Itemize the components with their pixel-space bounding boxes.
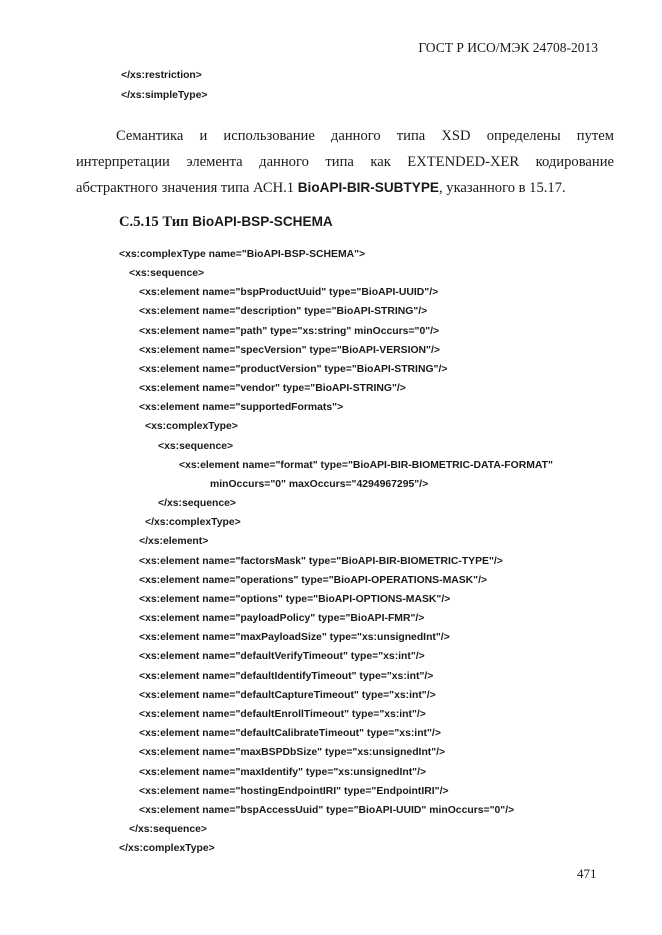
- code-line: <xs:sequence>: [158, 441, 234, 452]
- code-line: <xs:element name="description" type="BioAPI-STRING"/>: [139, 306, 428, 317]
- code-line: <xs:element name="supportedFormats">: [139, 402, 344, 413]
- code-line: </xs:restriction>: [121, 70, 202, 81]
- code-line: </xs:sequence>: [158, 498, 236, 509]
- code-line: <xs:element name="operations" type="BioAPI-OPERATIONS-MASK"/>: [139, 575, 488, 586]
- code-line: <xs:element name="defaultCalibrateTimeout" type="xs:int"/>: [139, 728, 441, 739]
- code-line: <xs:element name="bspAccessUuid" type="BioAPI-UUID" minOccurs="0"/>: [139, 805, 515, 816]
- code-line: <xs:element name="factorsMask" type="BioAPI-BIR-BIOMETRIC-TYPE"/>: [139, 556, 503, 567]
- code-line: <xs:element name="options" type="BioAPI-OPTIONS-MASK"/>: [139, 594, 451, 605]
- code-line: <xs:element name="productVersion" type="BioAPI-STRING"/>: [139, 364, 448, 375]
- code-line: <xs:element name="payloadPolicy" type="BioAPI-FMR"/>: [139, 613, 425, 624]
- type-reference: BioAPI-BIR-SUBTYPE: [297, 180, 439, 195]
- code-line: <xs:element name="maxBSPDbSize" type="xs:unsignedInt"/>: [139, 747, 446, 758]
- code-line: <xs:element name="vendor" type="BioAPI-STRING"/>: [139, 383, 406, 394]
- code-line: <xs:element name="defaultEnrollTimeout" type="xs:int"/>: [139, 709, 426, 720]
- code-line: <xs:element name="specVersion" type="BioAPI-VERSION"/>: [139, 345, 440, 356]
- code-line: <xs:complexType name="BioAPI-BSP-SCHEMA">: [119, 249, 366, 260]
- section-heading: С.5.15 Тип BioAPI-BSP-SCHEMA: [119, 214, 333, 230]
- code-line: <xs:element name="maxPayloadSize" type="xs:unsignedInt"/>: [139, 632, 450, 643]
- code-line: <xs:complexType>: [145, 421, 238, 432]
- code-line: </xs:complexType>: [119, 843, 215, 854]
- code-line: <xs:element name="defaultVerifyTimeout" type="xs:int"/>: [139, 651, 425, 662]
- paragraph-line: Семантика и использование данного типа XSD определены путем: [116, 128, 614, 144]
- code-line: <xs:element name="format" type="BioAPI-BIR-BIOMETRIC-DATA-FORMAT": [179, 460, 553, 471]
- paragraph-line: абстрактного значения типа АСН.1 BioAPI-BIR-SUBTYPE, указанного в 15.17.: [76, 180, 566, 196]
- document-header: ГОСТ Р ИСО/МЭК 24708-2013: [418, 40, 598, 55]
- code-line: <xs:element name="path" type="xs:string" minOccurs="0"/>: [139, 326, 440, 337]
- code-line: </xs:simpleType>: [121, 90, 208, 101]
- code-line: <xs:element name="bspProductUuid" type="BioAPI-UUID"/>: [139, 287, 439, 298]
- code-line: <xs:sequence>: [129, 268, 205, 279]
- code-line: <xs:element name="defaultIdentifyTimeout" type="xs:int"/>: [139, 671, 434, 682]
- paragraph-line: интерпретации элемента данного типа как EXTENDED-XER кодирование: [76, 154, 614, 170]
- body-paragraph: [76, 123, 614, 201]
- code-line: <xs:element name="hostingEndpointIRI" type="EndpointIRI"/>: [139, 786, 449, 797]
- page-number: 471: [577, 866, 597, 881]
- code-line: <xs:element name="maxIdentify" type="xs:unsignedInt"/>: [139, 767, 427, 778]
- code-line: </xs:element>: [139, 536, 209, 547]
- code-line: <xs:element name="defaultCaptureTimeout" type="xs:int"/>: [139, 690, 436, 701]
- code-line: minOccurs="0" maxOccurs="4294967295"/>: [210, 479, 429, 490]
- code-line: </xs:sequence>: [129, 824, 207, 835]
- code-line: </xs:complexType>: [145, 517, 241, 528]
